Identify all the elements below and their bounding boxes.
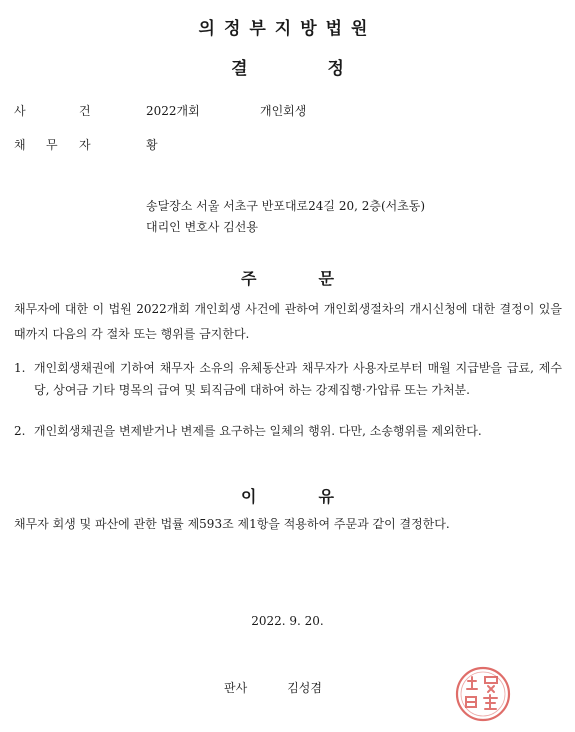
document-title-right: 정 <box>327 59 344 79</box>
court-name: 의정부지방법원 <box>198 19 377 39</box>
debtor-label-3: 자 <box>79 138 91 152</box>
seal-icon <box>454 665 512 723</box>
case-type: 개인회생 <box>260 104 307 118</box>
order-paragraph: 채무자에 대한 이 법원 2022개회 개인회생 사건에 관하여 개인회생절차의 개시신청에 대한 결정이 있을 때까지 다음의 각 절차 또는 행위를 금지한다. <box>14 302 562 341</box>
case-label-2: 건 <box>79 104 91 118</box>
judge-label: 판사 <box>224 681 248 695</box>
delivery-address: 송달장소 서울 서초구 반포대로24길 20, 2층(서초동) <box>146 199 426 213</box>
judge-name: 김성겸 <box>287 681 322 695</box>
order-item-number: 1. <box>14 361 26 375</box>
reason-paragraph: 채무자 회생 및 파산에 관한 법률 제593조 제1항을 적용하여 주문과 같이 결정한다. <box>14 517 450 531</box>
order-item-text: 개인회생채권을 변제받거나 변제를 요구하는 일체의 행위. 다만, 소송행위를 제외한다. <box>34 424 482 438</box>
judge-signature-line <box>224 679 322 696</box>
order-item-1 <box>14 357 562 401</box>
debtor-label-1: 채 <box>14 138 26 152</box>
order-heading-right: 문 <box>318 269 334 288</box>
reason-heading-right: 유 <box>318 487 334 506</box>
document-title-left: 결 <box>231 59 248 79</box>
case-number: 2022개회 <box>146 104 200 118</box>
reason-heading-left: 이 <box>241 487 257 506</box>
case-label-1: 사 <box>14 104 26 118</box>
order-heading-left: 주 <box>241 269 257 288</box>
judge-seal-stamp <box>454 665 512 723</box>
debtor-label-2: 무 <box>46 138 58 152</box>
delivery-agent: 대리인 변호사 김선용 <box>146 220 258 234</box>
order-item-2 <box>14 420 562 442</box>
order-item-number: 2. <box>14 424 26 438</box>
order-item-text: 개인회생채권에 기하여 채무자 소유의 유체동산과 채무자가 사용자로부터 매월 지급받을 급료, 제수당, 상여금 기타 명목의 급여 및 퇴직금에 대하여 하는 강제집행·가압류 또는 가처분. <box>34 361 562 397</box>
reason-heading <box>0 484 575 507</box>
debtor-name: 황 <box>146 138 158 152</box>
document-title <box>0 54 575 79</box>
decision-date: 2022. 9. 20. <box>251 614 324 628</box>
order-heading <box>0 266 575 289</box>
